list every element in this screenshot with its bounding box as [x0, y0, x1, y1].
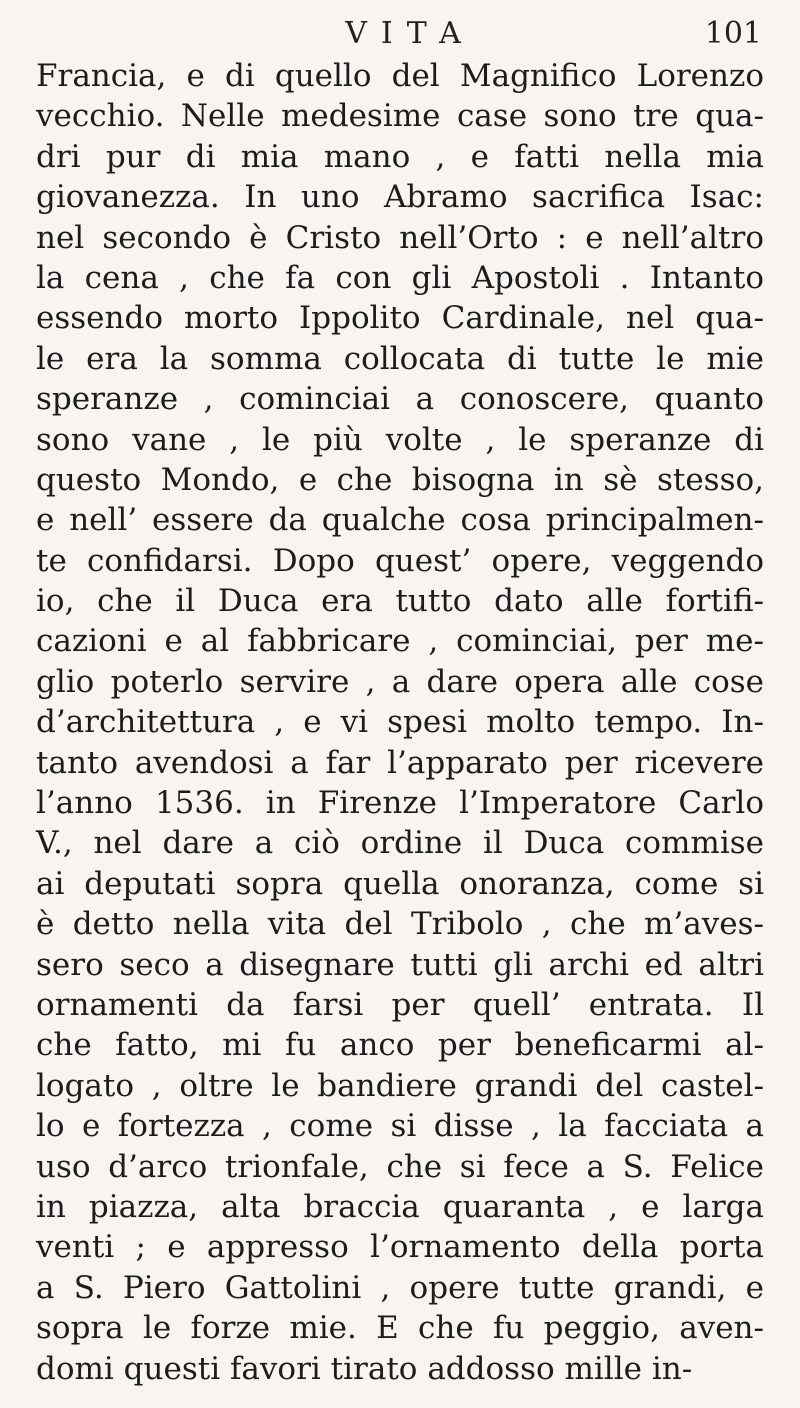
text-line: giovanezza. In uno Abramo sacrifica Isac:: [36, 179, 764, 216]
text-line: V., nel dare a ciò ordine il Duca commise: [36, 825, 764, 862]
text-line: speranze , cominciai a conoscere, quanto: [36, 381, 764, 418]
text-line: in piazza, alta braccia quaranta , e larga: [36, 1188, 764, 1225]
text-line: la cena , che fa con gli Apostoli . Intanto: [36, 259, 764, 296]
text-line: tanto avendosi a far l’apparato per ricevere: [36, 744, 764, 781]
text-line: sono vane , le più volte , le speranze di: [36, 421, 764, 458]
text-line: d’architettura , e vi spesi molto tempo. In-: [36, 704, 764, 741]
text-line: sopra le forze mie. E che fu peggio, aven-: [36, 1310, 764, 1347]
text-line: lo e fortezza , come si disse , la facciata a: [36, 1108, 764, 1145]
text-line: ai deputati sopra quella onoranza, come si: [36, 865, 764, 902]
text-line: le era la somma collocata di tutte le mie: [36, 340, 764, 377]
running-title: VITA: [345, 16, 475, 51]
text-line: domi questi favori tirato addosso mille in-: [36, 1350, 693, 1387]
text-line: è detto nella vita del Tribolo , che m’aves-: [36, 906, 764, 943]
text-line: questo Mondo, e che bisogna in sè stesso,: [36, 461, 764, 498]
text-line: venti ; e appresso l’ornamento della porta: [36, 1229, 764, 1266]
text-line: e nell’ essere da qualche cosa principalmen-: [36, 502, 764, 539]
text-line: dri pur di mia mano , e fatti nella mia: [36, 138, 764, 175]
text-line: glio poterlo servire , a dare opera alle cose: [36, 663, 764, 700]
text-line: vecchio. Nelle medesime case sono tre qua-: [36, 98, 764, 135]
text-line: ornamenti da farsi per quell’ entrata. Il: [36, 986, 764, 1023]
text-line: a S. Piero Gattolini , opere tutte grandi, e: [36, 1269, 764, 1306]
text-line: che fatto, mi fu anco per beneficarmi al-: [36, 1027, 764, 1064]
text-line: Francia, e di quello del Magnifico Lorenzo: [36, 58, 764, 94]
body-text: [36, 56, 764, 1389]
text-line: cazioni e al fabbricare , cominciai, per me-: [36, 623, 764, 660]
text-line: nel secondo è Cristo nell’Orto : e nell’altro: [36, 219, 764, 256]
text-line: te confidarsi. Dopo quest’ opere, veggendo: [36, 542, 764, 579]
running-head: [0, 14, 800, 54]
text-line: sero seco a disegnare tutti gli archi ed altri: [36, 946, 764, 983]
text-line: essendo morto Ippolito Cardinale, nel qua-: [36, 300, 764, 337]
text-line: logato , oltre le bandiere grandi del castel-: [36, 1067, 764, 1104]
text-line: io, che il Duca era tutto dato alle fortifi-: [36, 583, 764, 620]
text-line: uso d’arco trionfale, che si fece a S. Felice: [36, 1148, 764, 1185]
text-line: l’anno 1536. in Firenze l’Imperatore Carlo: [36, 785, 764, 822]
page-number: 101: [704, 16, 762, 51]
